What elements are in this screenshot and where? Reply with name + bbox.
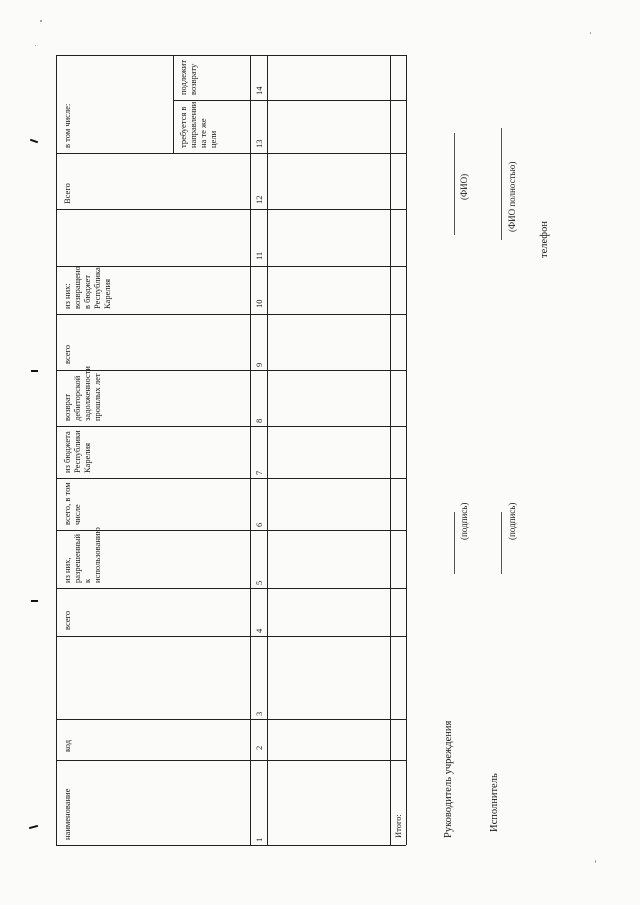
header-from-budget-7: из бюджета Республики Карелия bbox=[62, 430, 92, 473]
executor-signature-line bbox=[501, 512, 502, 574]
col-sep-7-8 bbox=[56, 426, 406, 427]
col-sep-6-7 bbox=[56, 478, 406, 479]
header-name: наименование bbox=[62, 788, 72, 840]
col-number-8: 8 bbox=[254, 418, 264, 423]
executor-fio-line bbox=[501, 128, 502, 240]
header-incl: в том числе: bbox=[62, 103, 72, 148]
head-signature-line bbox=[454, 512, 455, 574]
col-sep-12-13 bbox=[56, 153, 406, 154]
col-sep-8-9 bbox=[56, 370, 406, 371]
col-sep-5-6 bbox=[56, 530, 406, 531]
col-sep-edge-bottom bbox=[56, 845, 406, 846]
scan-dot bbox=[595, 860, 596, 863]
col-sep-3-4 bbox=[56, 636, 406, 637]
phone-label: телефон bbox=[539, 221, 550, 258]
header-total-12: Всего bbox=[62, 183, 72, 204]
scan-dot bbox=[40, 20, 42, 22]
col-sep-1-2 bbox=[56, 760, 406, 761]
header-allowed-5: из них, разрешенный к использованию bbox=[62, 527, 102, 583]
header-code: код bbox=[62, 739, 72, 752]
binder-mark-3 bbox=[31, 600, 38, 602]
col-sep-9-10 bbox=[56, 314, 406, 315]
header-return-14: подлежит возврату bbox=[178, 59, 198, 95]
executor-label: Исполнитель bbox=[489, 773, 500, 832]
header-total-9: всего bbox=[62, 344, 72, 364]
binder-mark-1 bbox=[30, 139, 38, 144]
col-number-1: 1 bbox=[254, 837, 264, 842]
binder-mark-2 bbox=[31, 370, 38, 372]
table-border-top bbox=[56, 55, 57, 845]
header-returned-10: из них: возвращено в бюджет Республика Карелия bbox=[62, 266, 112, 309]
col-number-5: 5 bbox=[254, 580, 264, 585]
col-number-10: 10 bbox=[254, 299, 264, 308]
table-number-row-divider bbox=[267, 55, 268, 845]
col-number-14: 14 bbox=[254, 86, 264, 95]
col-sep-2-3 bbox=[56, 719, 406, 720]
col-number-2: 2 bbox=[254, 745, 264, 750]
col-number-4: 4 bbox=[254, 628, 264, 633]
col-sep-edge-top bbox=[56, 55, 406, 56]
binder-mark-4 bbox=[29, 825, 38, 829]
col-number-13: 13 bbox=[254, 139, 264, 148]
header-debt-return-8: возврат дебиторской задолженности прошлых лет bbox=[62, 366, 102, 421]
col-number-12: 12 bbox=[254, 195, 264, 204]
header-need-13: требуется в направлении на те же цели bbox=[178, 101, 218, 148]
col-number-6: 6 bbox=[254, 522, 264, 527]
table-header-divider bbox=[250, 55, 251, 845]
col-number-7: 7 bbox=[254, 470, 264, 475]
scan-dot bbox=[590, 32, 591, 34]
head-fio-caption: (ФИО) bbox=[459, 173, 469, 200]
total-row-label: Итого: bbox=[393, 814, 403, 838]
scan-dot bbox=[35, 45, 36, 46]
head-of-institution-label: Руководитель учреждения bbox=[443, 720, 454, 838]
executor-signature-caption: (подпись) bbox=[507, 502, 517, 540]
col-number-9: 9 bbox=[254, 362, 264, 367]
col-sep-4-5 bbox=[56, 588, 406, 589]
head-signature-caption: (подпись) bbox=[459, 502, 469, 540]
col-sep-11-12 bbox=[56, 209, 406, 210]
col-number-3: 3 bbox=[254, 711, 264, 716]
executor-fio-caption: (ФИО полностью) bbox=[507, 161, 517, 232]
table-total-divider bbox=[390, 55, 391, 845]
header-total-4: всего bbox=[62, 610, 72, 630]
col-number-11: 11 bbox=[254, 251, 264, 260]
table-border-bottom bbox=[406, 55, 407, 845]
subheader-divider bbox=[173, 55, 174, 153]
head-fio-line bbox=[454, 133, 455, 235]
header-total-incl-6: всего, в том числе bbox=[62, 482, 82, 525]
